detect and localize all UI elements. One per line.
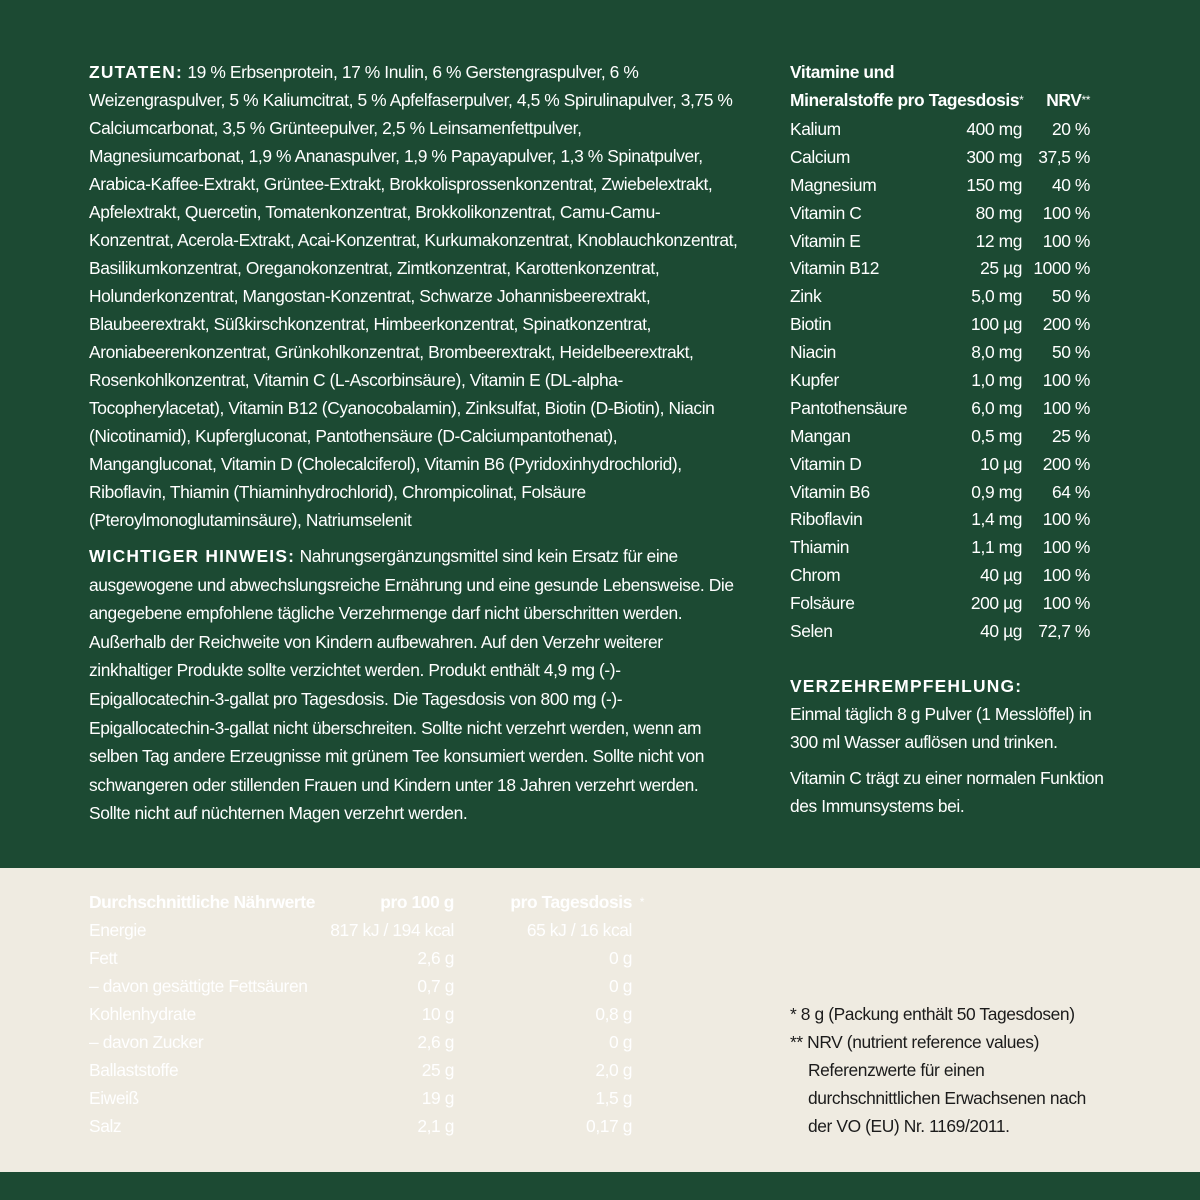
nutrition-perdose: 0,8 g xyxy=(595,1004,632,1024)
vitamin-table xyxy=(790,58,1090,646)
nutrition-perdose: 0 g xyxy=(609,976,632,996)
nrv-star: ** xyxy=(1081,93,1090,107)
vitamin-amount: 400 mg xyxy=(966,119,1022,139)
nutrition-header-star: * xyxy=(639,895,644,909)
nutrition-label: – davon gesättigte Fettsäuren xyxy=(89,976,308,996)
nutrition-perdose: 0 g xyxy=(609,1032,632,1052)
nutrition-label: Kohlenhydrate xyxy=(89,1004,196,1024)
nutrition-header-label: Durchschnittliche Nährwerte xyxy=(89,892,315,912)
nutrition-perdose: 2,0 g xyxy=(595,1060,632,1080)
usage-heading: VERZEHREMPFEHLUNG: xyxy=(790,676,1023,696)
vitamin-nrv: 50 % xyxy=(1051,342,1090,363)
vitamin-name: Vitamin E xyxy=(790,230,861,251)
nutrition-per100: 817 kJ / 194 kcal xyxy=(330,920,454,940)
ingredients-heading: ZUTATEN: xyxy=(89,62,183,82)
nutrition-per100: 2,1 g xyxy=(417,1116,454,1136)
nutrition-label: – davon Zucker xyxy=(89,1032,204,1052)
nutrition-label: Eiweiß xyxy=(89,1088,139,1108)
vitamin-amount: 80 mg xyxy=(975,202,1022,223)
vitamin-amount: 150 mg xyxy=(966,174,1022,195)
vitamin-amount: 0,5 mg xyxy=(971,425,1022,446)
vitamin-nrv: 100 % xyxy=(1042,593,1090,614)
nrv-label: NRV xyxy=(1046,90,1082,110)
ingredients-section xyxy=(89,58,739,534)
vitamin-nrv: 72,7 % xyxy=(1038,621,1090,642)
vitamin-nrv: 100 % xyxy=(1042,397,1090,418)
warning-section xyxy=(89,542,739,828)
vitamin-name: Vitamin B12 xyxy=(790,258,880,279)
vitamin-row xyxy=(790,534,1090,562)
vitamin-row xyxy=(790,506,1090,534)
footnote-1: * 8 g (Packung enthält 50 Tagesdosen) xyxy=(790,1004,1075,1024)
vitamin-nrv: 200 % xyxy=(1042,453,1090,474)
footnotes xyxy=(790,1000,1110,1140)
vitamin-nrv: 1000 % xyxy=(1033,258,1090,279)
nutrition-perdose: 65 kJ / 16 kcal xyxy=(526,920,632,940)
vitamin-nrv: 100 % xyxy=(1042,509,1090,530)
vitamin-name: Vitamin B6 xyxy=(790,481,870,502)
vitamin-row xyxy=(790,590,1090,618)
vitamin-nrv: 37,5 % xyxy=(1038,146,1090,167)
footnote-2-line2: Referenzwerte für einen xyxy=(808,1060,985,1080)
vitamin-row xyxy=(790,479,1090,507)
vitamin-row xyxy=(790,367,1090,395)
vitamin-name: Riboflavin xyxy=(790,509,863,530)
nutrition-label: Salz xyxy=(89,1116,122,1136)
nutrition-header-perdose-text: pro Tagesdosis xyxy=(510,892,632,912)
vitamin-row xyxy=(790,116,1090,144)
vitamin-amount: 25 µg xyxy=(980,258,1022,279)
footnote-2-line1: ** NRV (nutrient reference values) xyxy=(790,1032,1039,1052)
nutrition-per100: 0,7 g xyxy=(417,976,454,996)
vitamin-amount: 200 µg xyxy=(970,593,1022,614)
nutrition-label: Ballaststoffe xyxy=(89,1060,179,1080)
nrv-column-header xyxy=(1046,86,1090,114)
vitamin-amount: 8,0 mg xyxy=(971,342,1022,363)
vitamin-name: Vitamin D xyxy=(790,453,862,474)
vitamin-row xyxy=(790,200,1090,228)
footer-strip xyxy=(0,1172,1200,1200)
vitamin-name: Calcium xyxy=(790,146,851,167)
vitamin-heading-line2 xyxy=(790,86,1023,114)
vitamin-row xyxy=(790,283,1090,311)
vitamin-amount: 40 µg xyxy=(980,565,1022,586)
nutrition-row xyxy=(89,1056,649,1084)
nutrition-table-header xyxy=(89,888,649,916)
vitamin-row xyxy=(790,451,1090,479)
vitamin-heading-star: * xyxy=(1019,93,1024,107)
ingredients-text: 19 % Erbsenprotein, 17 % Inulin, 6 % Gerstengraspulver, 6 % Weizengraspulver, 5 % Kaliumcitrat, 5 % Apfelfaserpulver, 4,5 % Spirulinapulver, 3,75 % Calciumcarbonat, 3,5 % Grünteepulver, 2,5 % Leinsamenfettpulver, Magnesiumcarbonat, 1,9 % Ananaspulver, 1,9 % Papayapulver, 1,3 % Spinatpulver, Arabica-Kaffee-Extrakt, Grüntee-Extrakt, Brokkolisprossenkonzentrat, Zwiebelextrakt, Apfelextrakt, Quercetin, Tomatenkonzentrat, Brokkolikonzentrat, Camu-Camu-Konzentrat, Acerola-Extrakt, Acai-Konzentrat, Kurkumakonzentrat, Knoblauchkonzentrat, Basilikumkonzentrat, Oreganokonzentrat, Zimtkonzentrat, Karottenkonzentrat, Holunderkonzentrat, Mangostan-Konzentrat, Schwarze Johannisbeerextrakt, Blaubeerextrakt, Süßkirschkonzentrat, Himbeerkonzentrat, Spinatkonzentrat, Aroniabeerenkonzentrat, Grünkohlkonzentrat, Brombeerextrakt, Heidelbeerextrakt, Rosenkohlkonzentrat, Vitamin C (L-Ascorbinsäure), Vitamin E (DL-alpha-Tocopherylacetat), Vitamin B12 (Cyanocobalamin), Zinksulfat, Biotin (D-Biotin), Niacin (Nicotinamid), Kupfergluconat, Pantothensäure (D-Calciumpantothenat), Mangangluconat, Vitamin D (Cholecalciferol), Vitamin B6 (Pyridoxinhydrochlorid), Riboflavin, Thiamin (Thiaminhydrochlorid), Chrompicolinat, Folsäure (Pteroylmonoglutaminsäure), Natriumselenit xyxy=(89,62,738,530)
health-claim: Vitamin C trägt zu einer normalen Funktion des Immunsystems bei. xyxy=(790,768,1104,816)
vitamin-name: Selen xyxy=(790,621,833,642)
vitamin-row xyxy=(790,144,1090,172)
vitamin-row xyxy=(790,311,1090,339)
vitamin-nrv: 100 % xyxy=(1042,565,1090,586)
nutrition-perdose: 0,17 g xyxy=(586,1116,632,1136)
nutrition-per100: 2,6 g xyxy=(417,1032,454,1052)
vitamin-nrv: 100 % xyxy=(1042,230,1090,251)
nutrition-perdose: 0 g xyxy=(609,948,632,968)
vitamin-name: Pantothensäure xyxy=(790,397,908,418)
nutrition-row xyxy=(89,1000,649,1028)
vitamin-nrv: 100 % xyxy=(1042,537,1090,558)
vitamin-amount: 1,1 mg xyxy=(971,537,1022,558)
vitamin-name: Chrom xyxy=(790,565,841,586)
nutrition-header-per100: pro 100 g xyxy=(380,892,454,912)
footnote-2-line4: der VO (EU) Nr. 1169/2011. xyxy=(808,1116,1010,1136)
vitamin-row xyxy=(790,423,1090,451)
vitamin-name: Folsäure xyxy=(790,593,855,614)
nutrition-per100: 10 g xyxy=(421,1004,454,1024)
usage-section xyxy=(790,672,1110,756)
footnote-2-line3: durchschnittlichen Erwachsenen nach xyxy=(808,1088,1086,1108)
warning-text: Nahrungsergänzungsmittel sind kein Ersatz für eine ausgewogene und abwechslungsreiche Ernährung und eine gesunde Lebensweise. Die angegebene empfohlene tägliche Verzehrmenge darf nicht überschritten werden. Außerhalb der Reichweite von Kindern aufbewahren. Auf den Verzehr weiterer zinkhaltiger Produkte sollte verzichtet werden. Produkt enthält 4,9 mg (-)-Epigallocatechin-3-gallat pro Tagesdosis. Die Tagesdosis von 800 mg (-)-Epigallocatechin-3-gallat nicht überschreiten. Sollte nicht verzehrt werden, wenn am selben Tag andere Erzeugnisse mit grünem Tee konsumiert werden. Sollte nicht von schwangeren oder stillenden Frauen und Kindern unter 18 Jahren verzehrt werden. Sollte nicht auf nüchternen Magen verzehrt werden. xyxy=(89,546,734,824)
nutrition-row xyxy=(89,1112,649,1140)
vitamin-table-header xyxy=(790,58,1090,114)
vitamin-name: Vitamin C xyxy=(790,202,862,223)
nutrition-rows xyxy=(89,916,649,1140)
vitamin-nrv: 64 % xyxy=(1051,481,1090,502)
vitamin-name: Zink xyxy=(790,286,822,307)
vitamin-heading-line1: Vitamine und xyxy=(790,62,895,82)
vitamin-rows xyxy=(790,116,1090,646)
vitamin-name: Kalium xyxy=(790,119,841,139)
vitamin-name: Mangan xyxy=(790,425,851,446)
vitamin-row xyxy=(790,562,1090,590)
vitamin-name: Kupfer xyxy=(790,370,839,391)
vitamin-nrv: 25 % xyxy=(1051,425,1090,446)
usage-text: Einmal täglich 8 g Pulver (1 Messlöffel) in 300 ml Wasser auflösen und trinken. xyxy=(790,704,1092,752)
nutrition-perdose: 1,5 g xyxy=(595,1088,632,1108)
vitamin-nrv: 40 % xyxy=(1051,174,1090,195)
vitamin-name: Niacin xyxy=(790,342,836,363)
vitamin-nrv: 20 % xyxy=(1051,119,1090,139)
nutrition-row xyxy=(89,944,649,972)
vitamin-amount: 40 µg xyxy=(980,621,1022,642)
vitamin-amount: 1,4 mg xyxy=(971,509,1022,530)
nutrition-row xyxy=(89,916,649,944)
vitamin-amount: 1,0 mg xyxy=(971,370,1022,391)
vitamin-row xyxy=(790,395,1090,423)
nutrition-label: Fett xyxy=(89,948,118,968)
nutrition-label: Energie xyxy=(89,920,147,940)
vitamin-amount: 10 µg xyxy=(980,453,1022,474)
vitamin-nrv: 200 % xyxy=(1042,314,1090,335)
vitamin-name: Biotin xyxy=(790,314,832,335)
nutrition-row xyxy=(89,1028,649,1056)
vitamin-amount: 6,0 mg xyxy=(971,397,1022,418)
vitamin-nrv: 50 % xyxy=(1051,286,1090,307)
nutrition-per100: 19 g xyxy=(421,1088,454,1108)
nutrition-table xyxy=(89,888,649,1140)
vitamin-nrv: 100 % xyxy=(1042,370,1090,391)
vitamin-name: Magnesium xyxy=(790,174,877,195)
vitamin-nrv: 100 % xyxy=(1042,202,1090,223)
nutrition-per100: 25 g xyxy=(421,1060,454,1080)
vitamin-row xyxy=(790,618,1090,646)
vitamin-amount: 5,0 mg xyxy=(971,286,1022,307)
nutrition-header-perdose xyxy=(510,888,644,916)
vitamin-name: Thiamin xyxy=(790,537,850,558)
warning-heading: WICHTIGER HINWEIS: xyxy=(89,546,296,566)
vitamin-amount: 300 mg xyxy=(966,146,1022,167)
vitamin-amount: 12 mg xyxy=(975,230,1022,251)
vitamin-row xyxy=(790,172,1090,200)
vitamin-amount: 0,9 mg xyxy=(971,481,1022,502)
vitamin-row xyxy=(790,228,1090,256)
nutrition-per100: 2,6 g xyxy=(417,948,454,968)
nutrition-row xyxy=(89,972,649,1000)
vitamin-row xyxy=(790,339,1090,367)
vitamin-row xyxy=(790,255,1090,283)
vitamin-heading-text: Mineralstoffe pro Tagesdosis xyxy=(790,90,1020,110)
vitamin-amount: 100 µg xyxy=(970,314,1022,335)
nutrition-row xyxy=(89,1084,649,1112)
